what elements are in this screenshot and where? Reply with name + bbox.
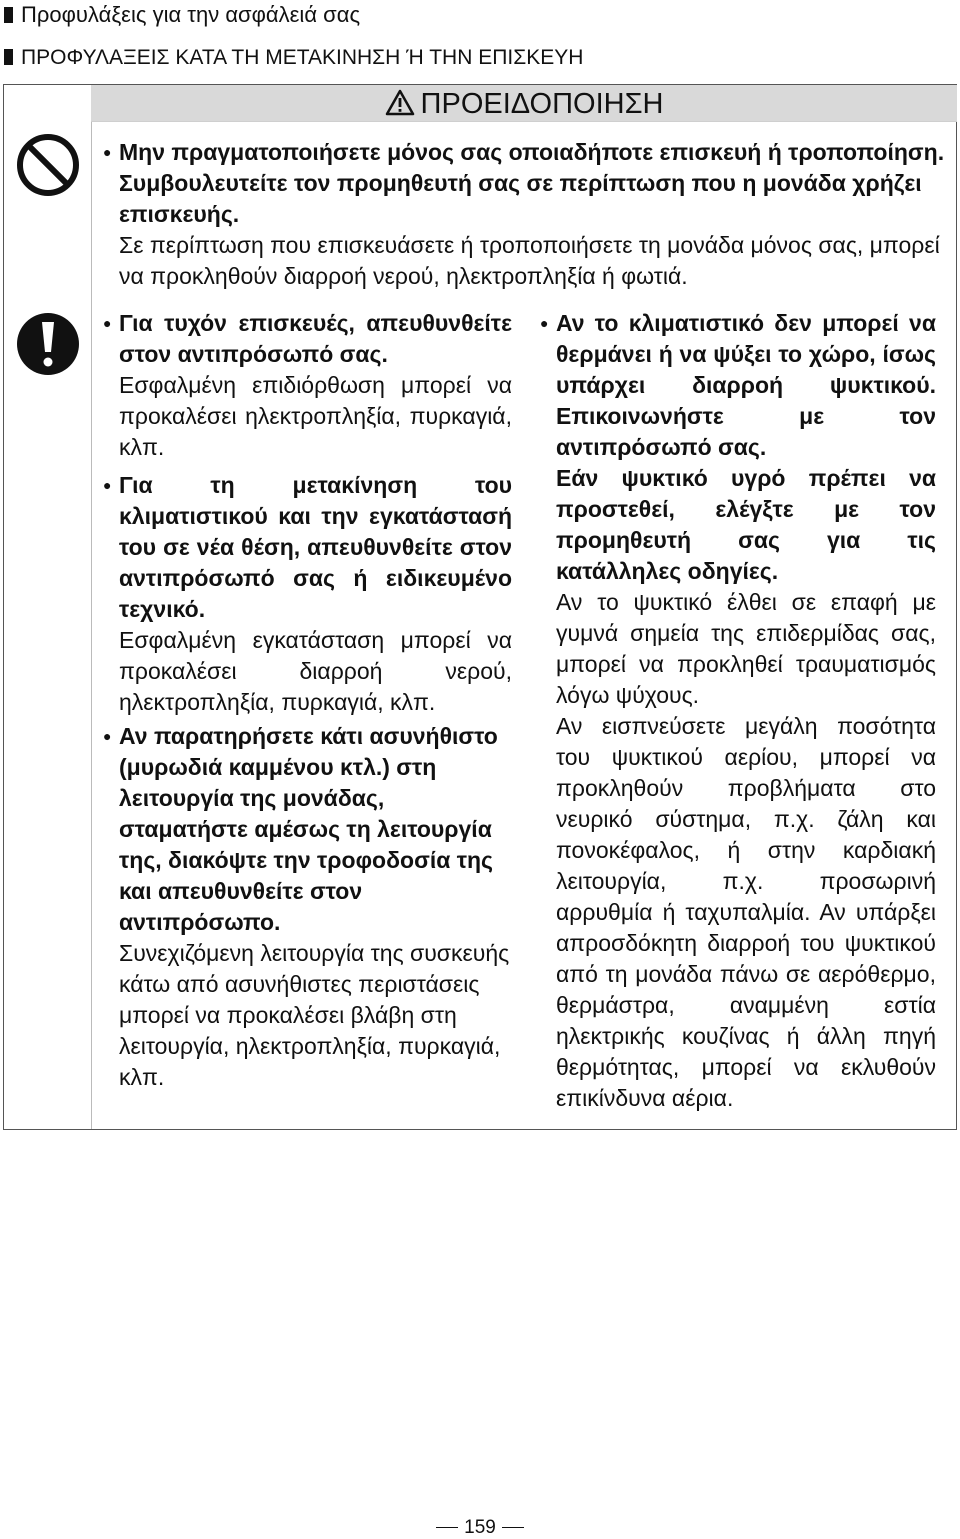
- bullet-icon: ●: [103, 477, 112, 493]
- subsection-title: ΠΡΟΦΥΛΑΞΕΙΣ ΚΑΤΑ ΤΗ ΜΕΤΑΚΙΝΗΣΗ Ή ΤΗΝ ΕΠΙΣΚΕΥΗ: [4, 45, 583, 71]
- warning-item-relocation: ● Για τη μετακίνηση του κλιματιστικού και την εγκατάστασή του σε νέα θέση, απευθυνθείτε στον αντιπρόσωπό σας ή ειδικευμένο τεχνικό. Εσφαλμένη εγκατάσταση μπορεί να προκαλέσει διαρροή νερού, ηλεκτροπληξία, πυρκαγιά, κλπ.: [103, 472, 512, 715]
- bullet-icon: ●: [540, 315, 549, 331]
- section-title: Προφυλάξεις για την ασφάλειά σας: [4, 2, 360, 28]
- warning-item-abnormal: ● Αν παρατηρήσετε κάτι ασυνήθιστο (μυρωδιά καμμένου κτλ.) στη λειτουργία της μονάδας, σταματήστε αμέσως τη λειτουργία της, διακόψτε την τροφοδοσία της και απευθυνθείτε στον αντιπρόσωπο. Συνεχιζόμενη λειτουργία της συσκευής κάτω από ασυνήθιστες περιστάσεις μπορεί να προκαλέσει βλάβη στη λειτουργία, ηλεκτροπληξία, πυρκαγιά, κλπ.: [103, 723, 510, 1090]
- bullet-icon: ●: [103, 728, 112, 744]
- mandatory-action-icon: [16, 312, 80, 376]
- warning-box: [3, 84, 957, 1130]
- prohibition-icon: [16, 133, 80, 197]
- section-marker-icon: [4, 49, 13, 65]
- warning-item-repair: ● Μην πραγματοποιήσετε μόνος σας οποιαδήποτε επισκευή ή τροποποίηση. Συμβουλευτείτε τον προμηθευτή σας σε περίπτωση που η μονάδα χρήζει επισκευής. Σε περίπτωση που επισκευάσετε ή τροποποιήσετε τη μονάδα μόνος σας, μπορεί να προκληθούν διαρροή νερού, ηλεκτροπληξία ή φωτιά.: [103, 139, 945, 289]
- section-marker-icon: [4, 7, 13, 23]
- page-number: 159: [464, 1517, 496, 1538]
- warning-title: ΠΡΟΕΙΔΟΠΟΙΗΣΗ: [420, 88, 664, 120]
- page-footer: [0, 1517, 960, 1539]
- warning-triangle-icon: [385, 89, 415, 116]
- bullet-icon: ●: [103, 315, 112, 331]
- warning-header: [91, 85, 957, 122]
- footer-dash: [502, 1527, 524, 1528]
- warning-item-dealer-repair: ● Για τυχόν επισκευές, απευθυνθείτε στον αντιπρόσωπό σας. Εσφαλμένη επιδιόρθωση μπορεί να προκαλέσει ηλεκτροπληξία, πυρκαγιά, κλπ.: [103, 310, 512, 460]
- bullet-icon: ●: [103, 144, 112, 160]
- footer-dash: [436, 1527, 458, 1528]
- column-divider: [91, 85, 92, 1129]
- warning-item-refrigerant: ● Αν το κλιματιστικό δεν μπορεί να θερμάνει ή να ψύξει το χώρο, ίσως υπάρχει διαρροή ψυκτικού. Επικοινωνήστε με τον αντιπρόσωπό σας. Εάν ψυκτικό υγρό πρέπει να προστεθεί, ελέγξτε με τον προμηθευτή σας για τις κατάλληλες οδηγίες. Αν το ψυκτικό έλθει σε επαφή με γυμνά σημεία της επιδερμίδας σας, μπορεί να προκληθεί τραυματισμός λόγω ψύχους. Αν εισπνεύσετε μεγάλη ποσότητα του ψυκτικού αερίου, μπορεί να προκληθούν προβλήματα στο νευρικό σύστημα, π.χ. ζάλη και πονοκέφαλος, ή στην καρδιακή λειτουργία, π.χ. προσωρινή αρρυθμία ή ταχυπαλμία. Αν υπάρξει απροσδόκητη διαρροή του ψυκτικού από τη μονάδα πάνω σε αερόθερμο, θερμάστρα, αναμμένη εστία ηλεκτρικής κουζίνας ή άλλη πηγή θερμότητας, μπορεί να εκλυθούν επικίνδυνα αέρια.: [540, 310, 936, 1111]
